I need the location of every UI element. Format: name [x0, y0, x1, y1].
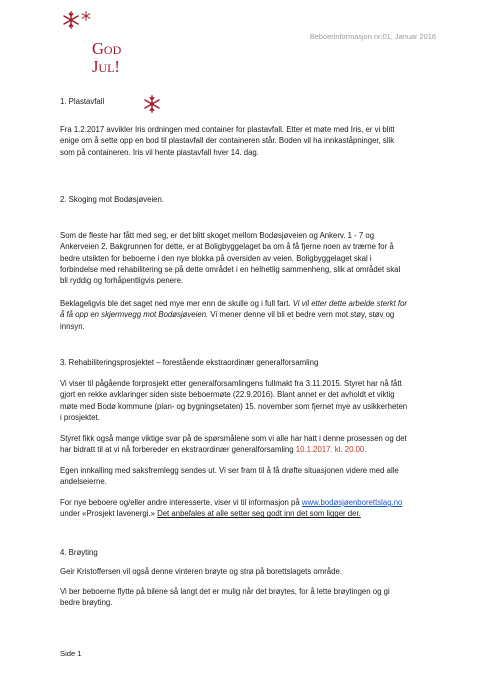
text-line: Vi viser til pågående forprosjekt etter generalforsamlingens fullmakt fra 3.11.2015. Styret har nå fått [60, 379, 402, 388]
italic-text: å få opp en skjermvegg mot Bodøsjøveien. [60, 310, 209, 320]
section-title-rehabilitering: 3. Rehabiliteringsprosjektet – forestående ekstraordinær generalforsamling [60, 358, 319, 367]
text-line: andelseierne. [60, 477, 107, 487]
page-number: Side 1 [60, 649, 82, 658]
paragraph-skoging-1 [60, 230, 440, 286]
text-line: i prosjektet. [60, 412, 100, 422]
small-snowflake-icon [81, 11, 91, 21]
text-line: Geir Kristoffersen vil også denne vinteren brøyte og strø på borettslagets område. [60, 567, 342, 576]
text-line: innsyn. [60, 321, 85, 331]
text-line: gjort en rekke avklaringer siden siste beboermøte (22.9.2016). Blant annet er det avholdt et viktig [60, 390, 395, 400]
paragraph-broyting-2 [60, 586, 440, 609]
text-line [60, 508, 440, 519]
greeting-line-2: Jul! [92, 57, 120, 76]
text-line: bedre brøyting. [60, 598, 113, 608]
text-span: Vi mener denne vil bli et bedre vern mot støy, støv og [208, 310, 395, 320]
christmas-greeting [92, 40, 121, 76]
text-line: Ankerveien 2. Bakgrunnen for dette, er at Boligbyggelaget ba om å få fjerne noen av trærne for å [60, 242, 394, 252]
text-line: bli ryddig og forhåpentligvis penere. [60, 276, 184, 286]
paragraph-broyting-1 [60, 566, 440, 577]
text-line [60, 497, 440, 508]
paragraph-skoging-2 [60, 298, 440, 332]
text-line: Som de fleste har fått med seg, er det blitt skoget mellom Bodøsjøveien og Ankerv. 1 - 7 og [60, 231, 375, 240]
paragraph-rehab-1 [60, 378, 440, 423]
text-line [60, 309, 440, 320]
website-link[interactable]: www.bodøsjøenborettslag.no [301, 498, 403, 507]
text-line: Egen innkalling med saksfremlegg sendes ut. Vi ser fram til å få drøfte situasjonen videre med alle [60, 466, 399, 475]
section-title-plastavfall: 1. Plastavfall [60, 97, 105, 106]
text-line: Fra 1.2.2017 avvikler Iris ordningen med container for plastavfall. Etter et møte med Iris, er vi blitt [60, 125, 395, 134]
snowflake-icon [62, 11, 80, 29]
text-line [60, 298, 440, 309]
text-line: bedre utsikten for beboerne i den nye blokka på oversiden av veien. Boligbyggelaget skal i [60, 253, 372, 263]
underlined-recommendation: Det anbefales at alle setter seg godt inn det som ligger der. [157, 509, 361, 519]
text-line: Vi ber beboerne flytte på bilene så langt det er mulig når det brøytes, for å lette brøytingen og gi [60, 587, 390, 596]
text-span: For nye beboere og/eller andre interesserte, viser vi til informasjon på [60, 498, 302, 507]
text-line [60, 444, 440, 455]
text-line: forbindelse med rehabilitering se på dette området i en helhetlig sammenheng, slik at området skal [60, 264, 401, 274]
paragraph-rehab-2 [60, 433, 440, 456]
text-line: møte med Bodø kommune (plan- og bygningsetaten) 15. november som fjernet mye av usikkerheten [60, 401, 408, 411]
text-line: som på containeren. Iris vil hente plastavfall hver 14. dag. [60, 147, 259, 157]
greeting-line-1: God [92, 39, 122, 58]
paragraph-plastavfall [60, 124, 440, 158]
text-span: under «Prosjekt lavenergi.» [60, 509, 158, 519]
section-title-skoging: 2. Skoging mot Bodøsjøveien. [60, 195, 165, 204]
newsletter-info: Beboerinformasjon nr:01, Januar 2016 [309, 32, 436, 41]
text-span: Beklageligvis ble det saget ned mye mer enn de skulle og i full fart. [60, 299, 293, 308]
text-span: har bidratt til at vi nå forbereder en ekstraordinær generalforsamling [60, 445, 296, 455]
paragraph-rehab-4 [60, 497, 440, 520]
text-line: Styret fikk også mange viktige svar på de spørsmålene som vi alle har hatt i denne prosessen og det [60, 434, 407, 443]
text-line: enige om å sette opp en bod til plastavfall der containeren står. Boden vil ha innkaståpninger, slik [60, 136, 395, 146]
paragraph-rehab-3 [60, 465, 440, 488]
meeting-date: 10.1.2017. kl. 20.00. [295, 445, 367, 455]
section-title-broyting: 4. Brøyting [60, 548, 98, 557]
italic-text: Vi vil etter dette arbeide sterkt for [292, 299, 407, 308]
